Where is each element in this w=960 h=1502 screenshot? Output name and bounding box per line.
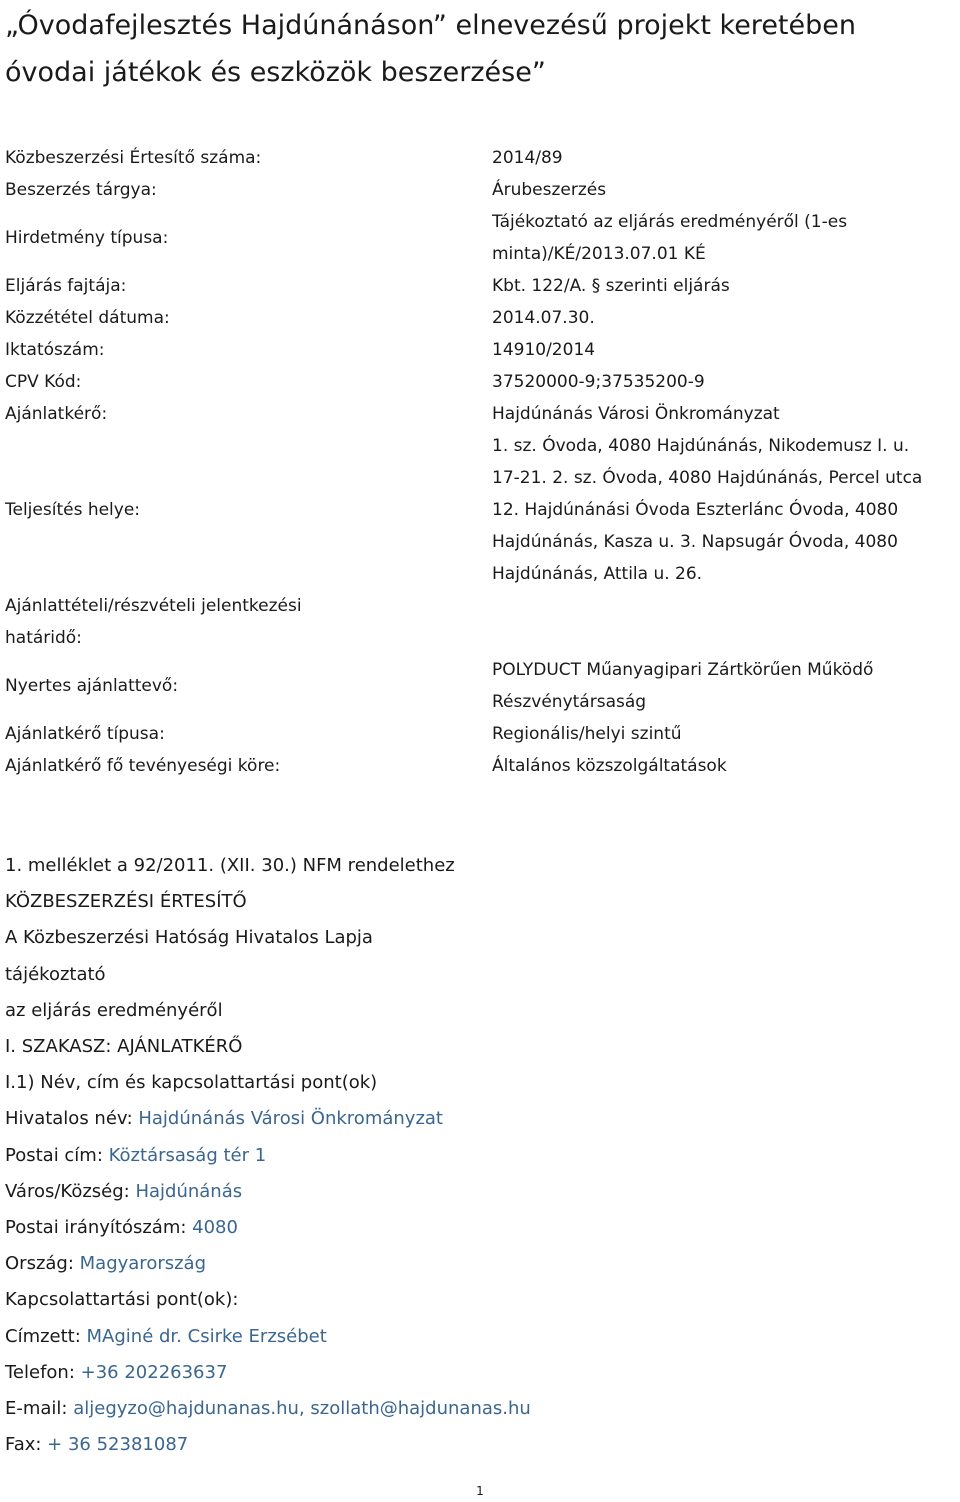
postal-address-row [5, 1138, 955, 1174]
meta-label: Ajánlatkérő típusa: [5, 724, 165, 744]
meta-value: 37520000-9;37535200-9 [492, 372, 705, 392]
attention-value: MAginé dr. Csirke Erzsébet [86, 1325, 327, 1347]
notice-subject: az eljárás eredményéről [5, 999, 223, 1021]
meta-row [5, 302, 960, 334]
meta-value: 2014.07.30. [492, 308, 595, 328]
meta-label: Iktatószám: [5, 340, 105, 360]
email-row [5, 1391, 955, 1427]
official-name-row [5, 1101, 955, 1137]
postal-address-value: Köztársaság tér 1 [108, 1144, 267, 1166]
attention-label: Címzett: [5, 1325, 87, 1347]
meta-label: Teljesítés helye: [5, 500, 141, 520]
meta-label: Közbeszerzési Értesítő száma: [5, 148, 262, 168]
meta-label: Beszerzés tárgya: [5, 180, 157, 200]
page-title: „Óvodafejlesztés Hajdúnánáson” elnevezésű projekt keretében óvodai játékok és eszközök beszerzése” [5, 10, 856, 88]
section-heading: I. SZAKASZ: AJÁNLATKÉRŐ [5, 1036, 243, 1058]
meta-value: Általános közszolgáltatások [492, 756, 727, 776]
meta-label: Közzététel dátuma: [5, 308, 170, 328]
meta-value: 1. sz. Óvoda, 4080 Hajdúnánás, Nikodemusz I. u. 17-21. 2. sz. Óvoda, 4080 Hajdúnánás, Percel utca 12. Hajdúnánási Óvoda Eszterlánc Óvoda, 4080 Hajdúnánás, Kasza u. 3. Napsugár Óvoda, 4080 Hajdúnánás, Attila u. 26. [492, 436, 923, 584]
meta-label: Ajánlatkérő fő tevényeségi köre: [5, 756, 281, 776]
meta-label: Nyertes ajánlattevő: [5, 676, 179, 696]
meta-label: Eljárás fajtája: [5, 276, 127, 296]
meta-row [5, 366, 960, 398]
meta-label: Ajánlattételi/részvételi jelentkezési határidő: [5, 596, 302, 648]
meta-row [5, 174, 960, 206]
journal-subtitle: A Közbeszerzési Hatóság Hivatalos Lapja [5, 927, 373, 949]
meta-row [5, 270, 960, 302]
city-label: Város/Község: [5, 1180, 136, 1202]
email-label: E-mail: [5, 1398, 74, 1420]
country-row [5, 1246, 955, 1282]
city-row [5, 1174, 955, 1210]
meta-label: Hirdetmény típusa: [5, 228, 169, 248]
meta-value: 14910/2014 [492, 340, 596, 360]
contact-points-label: Kapcsolattartási pont(ok): [5, 1289, 239, 1311]
meta-value: Regionális/helyi szintű [492, 724, 682, 744]
phone-value: +36 202263637 [80, 1361, 228, 1383]
announcement-details-table [5, 142, 960, 782]
meta-row [5, 430, 960, 590]
fax-label: Fax: [5, 1434, 48, 1456]
meta-value: Kbt. 122/A. § szerinti eljárás [492, 276, 730, 296]
meta-value [492, 590, 960, 654]
official-notice-section [5, 848, 955, 1463]
meta-row [5, 142, 960, 174]
meta-row [5, 654, 960, 718]
meta-value: Hajdúnánás Városi Önkrományzat [492, 404, 780, 424]
country-value: Magyarország [79, 1253, 207, 1275]
meta-value: 2014/89 [492, 148, 563, 168]
meta-row [5, 718, 960, 750]
official-name-value: Hajdúnánás Városi Önkrományzat [138, 1108, 443, 1130]
notice-type: tájékoztató [5, 963, 106, 985]
page-number: 1 [476, 1484, 484, 1498]
email-value[interactable]: aljegyzo@hajdunanas.hu, szollath@hajdunanas.hu [73, 1398, 531, 1420]
meta-row [5, 398, 960, 430]
country-label: Ország: [5, 1253, 80, 1275]
annex-reference: 1. melléklet a 92/2011. (XII. 30.) NFM rendelethez [5, 855, 455, 876]
fax-value: + 36 52381087 [47, 1434, 189, 1456]
postal-code-row [5, 1210, 955, 1246]
meta-row [5, 750, 960, 782]
meta-value: Árubeszerzés [492, 180, 607, 200]
meta-row [5, 206, 960, 270]
meta-row [5, 334, 960, 366]
subsection-heading: I.1) Név, cím és kapcsolattartási pont(ok) [5, 1072, 378, 1094]
attention-row [5, 1319, 955, 1355]
phone-label: Telefon: [5, 1361, 81, 1383]
postal-address-label: Postai cím: [5, 1144, 109, 1166]
meta-value: POLYDUCT Műanyagipari Zártkörűen Működő Részvénytársaság [492, 660, 874, 712]
meta-label: CPV Kód: [5, 372, 82, 392]
city-value: Hajdúnánás [135, 1180, 243, 1202]
postal-code-label: Postai irányítószám: [5, 1217, 193, 1239]
official-name-label: Hivatalos név: [5, 1108, 139, 1130]
fax-row [5, 1427, 955, 1463]
meta-label: Ajánlatkérő: [5, 404, 108, 424]
meta-row [5, 590, 960, 654]
postal-code-value: 4080 [192, 1217, 238, 1239]
meta-value: Tájékoztató az eljárás eredményéről (1-es minta)/KÉ/2013.07.01 KÉ [492, 212, 848, 264]
phone-row [5, 1355, 955, 1391]
journal-title: KÖZBESZERZÉSI ÉRTESÍTŐ [5, 891, 247, 913]
